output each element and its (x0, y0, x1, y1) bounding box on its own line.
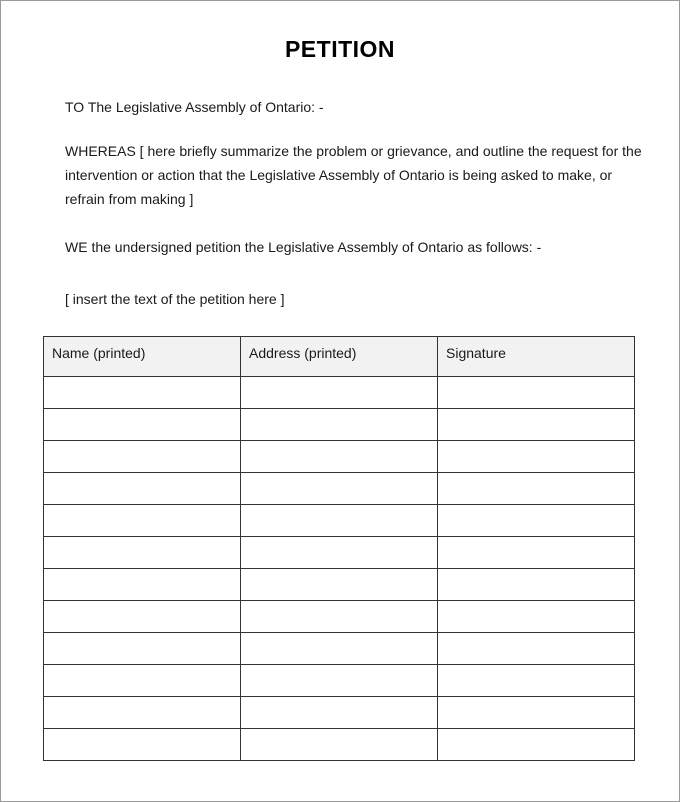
name-cell[interactable] (44, 729, 241, 761)
address-cell[interactable] (241, 441, 438, 473)
signature-cell[interactable] (438, 665, 635, 697)
name-cell[interactable] (44, 377, 241, 409)
signature-cell[interactable] (438, 377, 635, 409)
column-header-name: Name (printed) (44, 337, 241, 377)
signature-table-body (44, 377, 635, 761)
signature-cell[interactable] (438, 409, 635, 441)
table-row (44, 441, 635, 473)
signature-cell[interactable] (438, 441, 635, 473)
signature-table (43, 336, 635, 761)
signature-cell[interactable] (438, 569, 635, 601)
name-cell[interactable] (44, 409, 241, 441)
address-cell[interactable] (241, 505, 438, 537)
name-cell[interactable] (44, 441, 241, 473)
signature-cell[interactable] (438, 537, 635, 569)
address-cell[interactable] (241, 473, 438, 505)
name-cell[interactable] (44, 697, 241, 729)
signature-cell[interactable] (438, 473, 635, 505)
table-header-row (44, 337, 635, 377)
table-row (44, 537, 635, 569)
signature-cell[interactable] (438, 505, 635, 537)
signature-cell[interactable] (438, 601, 635, 633)
table-row (44, 409, 635, 441)
name-cell[interactable] (44, 665, 241, 697)
page-title: PETITION (284, 36, 396, 62)
table-row (44, 697, 635, 729)
table-row (44, 601, 635, 633)
signature-cell[interactable] (438, 633, 635, 665)
table-row (44, 473, 635, 505)
address-cell[interactable] (241, 697, 438, 729)
table-row (44, 729, 635, 761)
signature-cell[interactable] (438, 729, 635, 761)
table-row (44, 377, 635, 409)
name-cell[interactable] (44, 633, 241, 665)
address-cell[interactable] (241, 601, 438, 633)
name-cell[interactable] (44, 601, 241, 633)
to-line: TO The Legislative Assembly of Ontario: - (65, 99, 324, 115)
table-row (44, 665, 635, 697)
table-row (44, 505, 635, 537)
address-cell[interactable] (241, 537, 438, 569)
insert-petition-text-placeholder: [ insert the text of the petition here ] (65, 291, 285, 307)
address-cell[interactable] (241, 633, 438, 665)
address-cell[interactable] (241, 569, 438, 601)
name-cell[interactable] (44, 537, 241, 569)
address-cell[interactable] (241, 729, 438, 761)
table-row (44, 633, 635, 665)
table-row (44, 569, 635, 601)
address-cell[interactable] (241, 377, 438, 409)
signature-cell[interactable] (438, 697, 635, 729)
name-cell[interactable] (44, 569, 241, 601)
address-cell[interactable] (241, 665, 438, 697)
name-cell[interactable] (44, 505, 241, 537)
address-cell[interactable] (241, 409, 438, 441)
column-header-address: Address (printed) (241, 337, 438, 377)
column-header-signature: Signature (438, 337, 635, 377)
whereas-paragraph: WHEREAS [ here briefly summarize the problem or grievance, and outline the request for the intervention or action that the Legislative Assembly of Ontario is being asked to make, or refrain from making ] (65, 143, 642, 207)
we-undersigned-line: WE the undersigned petition the Legislative Assembly of Ontario as follows: - (65, 239, 542, 255)
name-cell[interactable] (44, 473, 241, 505)
